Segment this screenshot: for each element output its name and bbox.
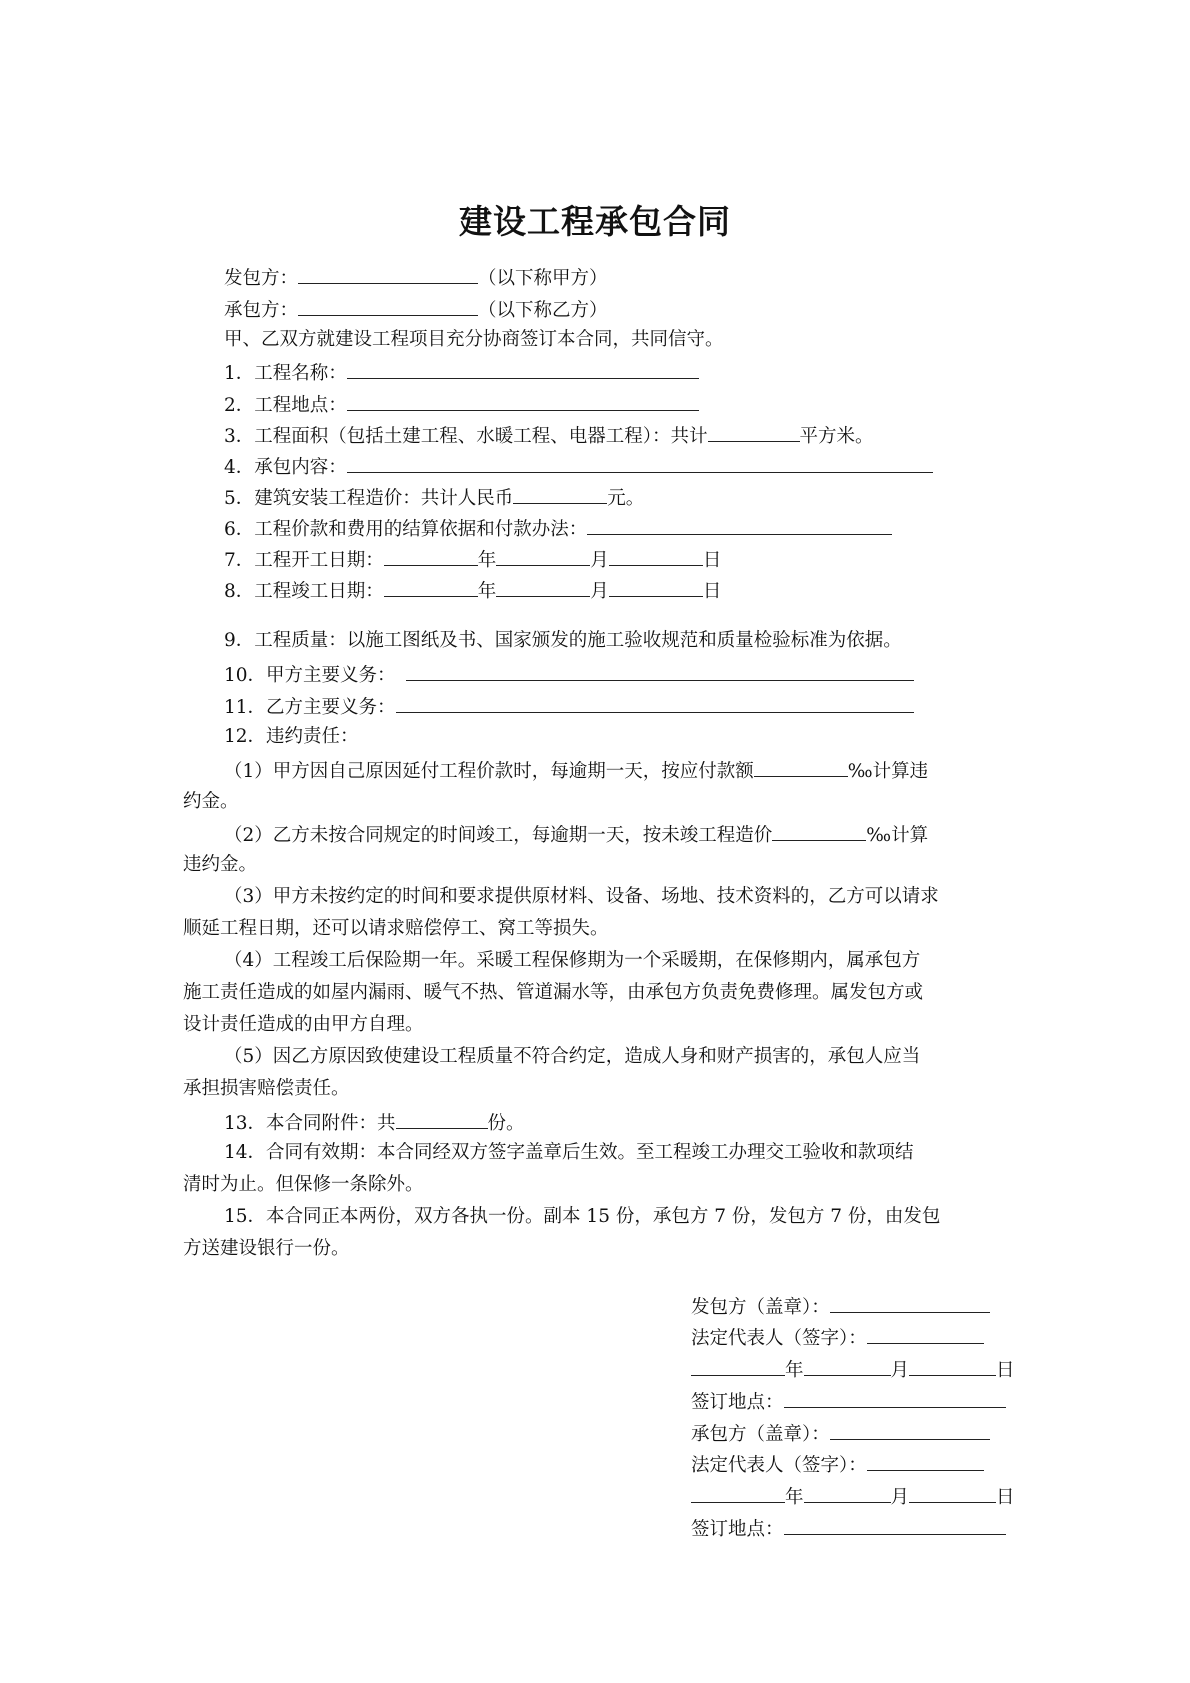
sig-party-a-seal-blank [830, 1292, 990, 1313]
clause-3-blank [708, 421, 800, 442]
clause-6-label: 6．工程价款和费用的结算依据和付款办法： [224, 519, 588, 540]
clause-8-label: 8．工程竣工日期： [224, 581, 384, 602]
clause-7-day: 日 [702, 550, 722, 571]
clause-11-label: 11．乙方主要义务： [224, 697, 396, 718]
clause-4-label: 4．承包内容： [224, 457, 347, 478]
clause-14-line-1: 14．合同有效期：本合同经双方签字盖章后生效。至工程竣工办理交工验收和款项结 [224, 1142, 914, 1163]
clause-13-blank [396, 1108, 488, 1129]
sig-party-b-year: 年 [785, 1487, 804, 1508]
clause-10 [224, 660, 914, 689]
clause-11 [224, 692, 914, 721]
sig-party-a-month: 月 [890, 1360, 910, 1381]
penalty-1-text: （1）甲方因自己原因延付工程价款时，每逾期一天，按应付款额 [224, 761, 754, 782]
clause-8-month-blank [496, 576, 590, 597]
sig-party-a-rep [691, 1323, 984, 1352]
penalty-4-line-1: （4）工程竣工后保险期一年。采暖工程保修期为一个采暖期，在保修期内，属承包方 [224, 950, 921, 971]
penalty-5-line-1: （5）因乙方原因致使建设工程质量不符合约定，造成人身和财产损害的，承包人应当 [224, 1046, 921, 1067]
party-a-label: 发包方： [224, 268, 299, 289]
clause-7-month-blank [496, 545, 590, 566]
clause-7-day-blank [609, 545, 703, 566]
sig-party-b-day: 日 [996, 1487, 1015, 1508]
clause-7-year-blank [384, 545, 478, 566]
sig-party-a-year-blank [691, 1355, 785, 1376]
sig-party-a-day-blank [909, 1355, 996, 1376]
sig-party-b-month-blank [804, 1482, 891, 1503]
clause-12: 12．违约责任： [224, 726, 359, 747]
penalty-4-line-2: 施工责任造成的如屋内漏雨、暖气不热、管道漏水等，由承包方负责免费修理。属发包方或 [183, 982, 924, 1003]
sig-party-b-seal [691, 1419, 990, 1448]
intro-text: 甲、乙双方就建设工程项目充分协商签订本合同，共同信守。 [224, 329, 724, 350]
clause-11-blank [396, 692, 914, 713]
sig-party-b-date [691, 1482, 1015, 1511]
clause-1-label: 1．工程名称： [224, 363, 347, 384]
clause-8 [224, 576, 721, 605]
clause-5-blank [513, 483, 607, 504]
page-title: 建设工程承包合同 [459, 202, 731, 241]
sig-party-b-rep [691, 1450, 984, 1479]
sig-party-b-place-blank [784, 1514, 1006, 1535]
clause-10-label: 10．甲方主要义务： [224, 665, 396, 686]
party-a-blank [298, 263, 478, 284]
clause-8-day: 日 [702, 581, 722, 602]
party-b-line [224, 295, 608, 324]
sig-party-b-seal-label: 承包方（盖章）： [691, 1424, 830, 1445]
party-b-blank [298, 295, 478, 316]
clause-5-unit: 元。 [607, 488, 645, 509]
penalty-1-rate: ‰计算违 [847, 761, 929, 782]
clause-5-label: 5．建筑安装工程造价：共计人民币 [224, 488, 514, 509]
clause-4 [224, 452, 933, 481]
penalty-1-line-1 [224, 756, 928, 785]
clause-7-label: 7．工程开工日期： [224, 550, 384, 571]
clause-3-label: 3．工程面积（包括土建工程、水暖工程、电器工程）：共计 [224, 426, 708, 447]
sig-party-a-seal-label: 发包方（盖章）： [691, 1297, 830, 1318]
party-b-note: （以下称乙方） [478, 300, 608, 321]
clause-6-blank [587, 514, 892, 535]
sig-party-b-place-label: 签订地点： [691, 1519, 784, 1540]
clause-15-line-1: 15．本合同正本两份，双方各执一份。副本 15 份，承包方 7 份，发包方 7 份，由发包 [224, 1206, 941, 1227]
clause-13 [224, 1108, 525, 1137]
clause-8-day-blank [609, 576, 703, 597]
sig-party-a-place [691, 1387, 1006, 1416]
clause-13-unit: 份。 [487, 1113, 525, 1134]
clause-6 [224, 514, 892, 543]
penalty-2-blank [772, 820, 866, 841]
sig-party-b-day-blank [909, 1482, 996, 1503]
penalty-2-text: （2）乙方未按合同规定的时间竣工，每逾期一天，按未竣工程造价 [224, 825, 773, 846]
sig-party-a-year: 年 [785, 1360, 804, 1381]
clause-2-blank [347, 390, 699, 411]
clause-3-unit: 平方米。 [799, 426, 874, 447]
party-b-label: 承包方： [224, 300, 299, 321]
sig-party-b-seal-blank [830, 1419, 990, 1440]
sig-party-a-place-label: 签订地点： [691, 1392, 784, 1413]
party-a-note: （以下称甲方） [478, 268, 608, 289]
clause-15-line-2: 方送建设银行一份。 [183, 1238, 350, 1259]
clause-3 [224, 421, 874, 450]
sig-party-a-rep-blank [867, 1323, 984, 1344]
clause-14-line-2: 清时为止。但保修一条除外。 [183, 1174, 424, 1195]
clause-2-label: 2．工程地点： [224, 395, 347, 416]
clause-1-blank [347, 358, 699, 379]
sig-party-b-year-blank [691, 1482, 785, 1503]
sig-party-b-place [691, 1514, 1006, 1543]
penalty-3-line-1: （3）甲方未按约定的时间和要求提供原材料、设备、场地、技术资料的，乙方可以请求 [224, 886, 939, 907]
clause-8-month: 月 [590, 581, 609, 602]
clause-2 [224, 390, 699, 419]
party-a-line [224, 263, 608, 292]
clause-10-blank [406, 660, 914, 681]
sig-party-a-seal [691, 1292, 990, 1321]
sig-party-a-day: 日 [996, 1360, 1015, 1381]
clause-1 [224, 358, 699, 387]
sig-party-a-rep-label: 法定代表人（签字）： [691, 1328, 867, 1349]
clause-7-year: 年 [477, 550, 497, 571]
penalty-3-line-2: 顺延工程日期，还可以请求赔偿停工、窝工等损失。 [183, 918, 609, 939]
clause-13-label: 13．本合同附件：共 [224, 1113, 396, 1134]
clause-5 [224, 483, 644, 512]
sig-party-b-month: 月 [890, 1487, 910, 1508]
clause-4-blank [347, 452, 933, 473]
penalty-2-line-1 [224, 820, 928, 849]
sig-party-b-rep-blank [867, 1450, 984, 1471]
penalty-4-line-3: 设计责任造成的由甲方自理。 [183, 1014, 424, 1035]
sig-party-a-date [691, 1355, 1015, 1384]
penalty-2-line-2: 违约金。 [183, 854, 258, 875]
penalty-2-rate: ‰计算 [866, 825, 929, 846]
penalty-1-blank [754, 756, 848, 777]
penalty-1-line-2: 约金。 [183, 791, 239, 812]
clause-8-year: 年 [477, 581, 497, 602]
sig-party-b-rep-label: 法定代表人（签字）： [691, 1455, 867, 1476]
penalty-5-line-2: 承担损害赔偿责任。 [183, 1078, 350, 1099]
clause-7-month: 月 [590, 550, 609, 571]
clause-9: 9．工程质量：以施工图纸及书、国家颁发的施工验收规范和质量检验标准为依据。 [224, 630, 902, 651]
clause-8-year-blank [384, 576, 478, 597]
sig-party-a-place-blank [784, 1387, 1006, 1408]
clause-7 [224, 545, 721, 574]
sig-party-a-month-blank [804, 1355, 891, 1376]
